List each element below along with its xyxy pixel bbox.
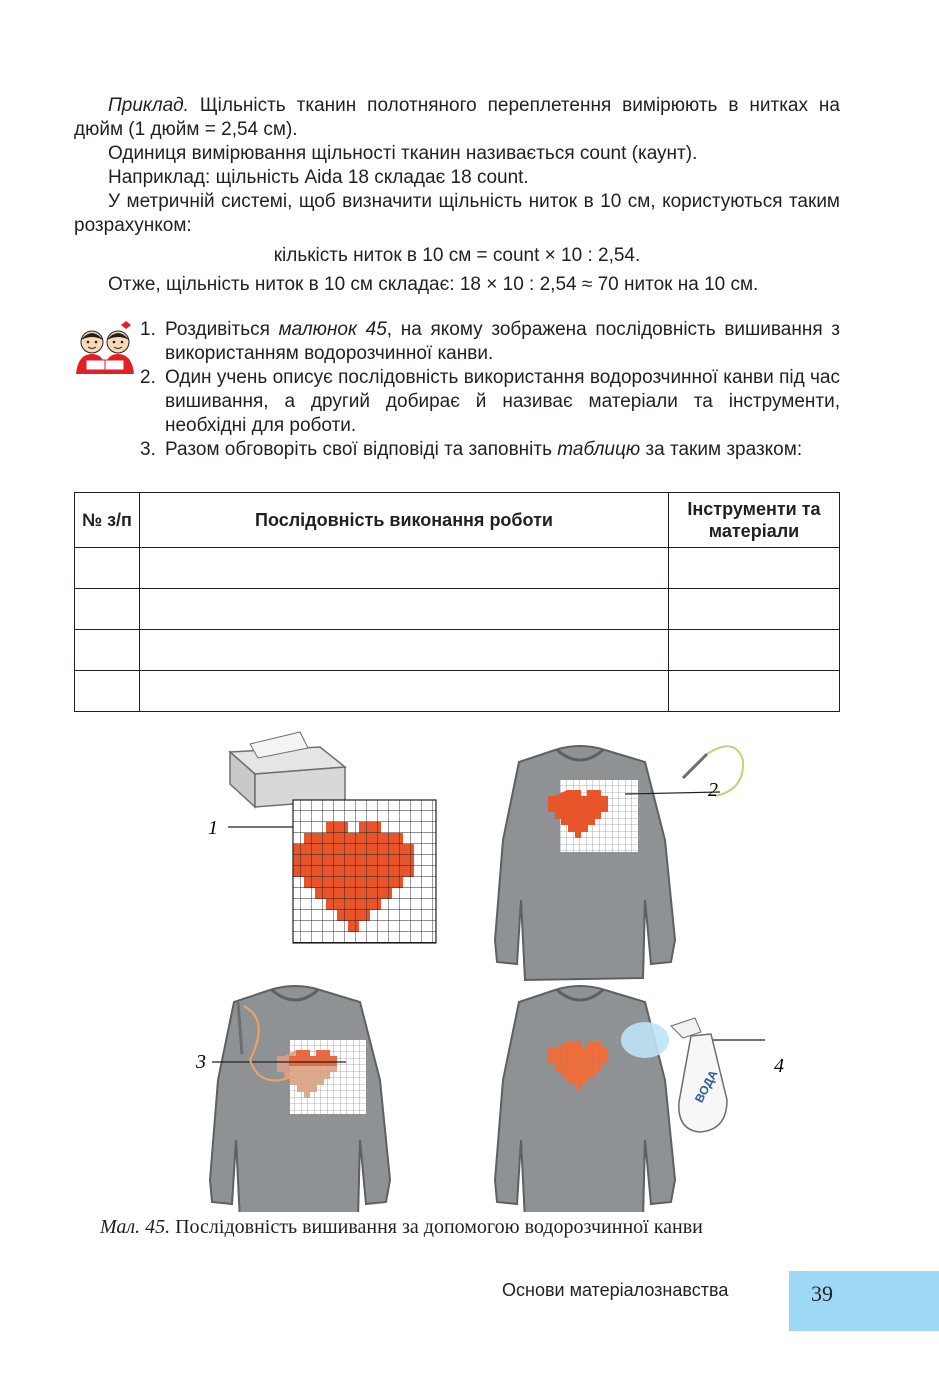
callout-4: 4	[774, 1055, 784, 1077]
task-text: Роздивіться	[165, 319, 279, 340]
task-text-end: , на якому зображена послідовність вишивання з використанням водорозчинної канви.	[165, 319, 841, 364]
pair-work-icon	[74, 318, 136, 376]
table-cell	[669, 671, 840, 712]
panel-shirt-embroidery	[210, 986, 390, 1212]
figure-caption	[100, 1216, 840, 1239]
bottle-label: ВОДА	[691, 1067, 721, 1106]
header-tools: Інструменти та матеріали	[669, 493, 840, 548]
table-cell	[669, 630, 840, 671]
panel-shirt-dissolve	[495, 986, 765, 1212]
panel-printer-chart	[228, 732, 436, 943]
callout-1: 1	[208, 817, 218, 839]
callout-2: 2	[708, 779, 718, 801]
table-cell	[75, 671, 140, 712]
spray-bottle-icon	[671, 1018, 727, 1132]
callout-3: 3	[196, 1051, 206, 1073]
table-cell	[75, 548, 140, 589]
sample-table	[74, 492, 840, 712]
table-cell	[75, 630, 140, 671]
task-item	[140, 438, 840, 462]
paragraph-result: Отже, щільність ниток в 10 см складає: 18 × 10 : 2,54 ≈ 70 ниток на 10 см.	[108, 274, 759, 295]
caption-text: Послідовність вишивання за допомогою водорозчинної канви	[170, 1216, 703, 1238]
paragraph-aida: Наприклад: щільність Aida 18 складає 18 count.	[108, 167, 529, 188]
task-item	[140, 318, 840, 366]
table-row	[75, 630, 840, 671]
table-row	[75, 671, 840, 712]
example-text: Щільність тканин полотняного переплетення вимірюють в нитках на дюйм (1 дюйм = 2,54 см).	[74, 95, 840, 140]
paragraph-metric: У метричній системі, щоб визначити щільність ниток в 10 см, користуються таким розрахунком:	[74, 191, 840, 236]
paragraph-unit: Одиниця вимірювання щільності тканин називається count (каунт).	[108, 143, 698, 164]
table-cell	[140, 671, 669, 712]
task-text: Разом обговоріть свої відповіді та заповніть	[165, 439, 558, 460]
task-item	[140, 366, 840, 438]
main-text	[74, 94, 840, 297]
task-text: Один учень описує послідовність використання водорозчинної канви під час вишивання, а другий добирає й називає матеріали та інструменти, необхідні для роботи.	[165, 367, 840, 436]
example-lead: Приклад.	[108, 95, 189, 116]
task-number: 2.	[140, 367, 156, 388]
section-title: Основи матеріалознавства	[502, 1280, 729, 1300]
table-cell	[140, 548, 669, 589]
table-row	[75, 589, 840, 630]
page-number: 39	[811, 1281, 833, 1306]
task-text-end: за таким зразком:	[640, 439, 803, 460]
task-list	[140, 318, 840, 462]
table-body	[75, 548, 840, 712]
table-cell	[140, 630, 669, 671]
table-row	[75, 548, 840, 589]
panel-shirt-canvas	[495, 746, 743, 980]
task-number: 3.	[140, 439, 156, 460]
caption-label: Мал. 45.	[100, 1216, 171, 1238]
task-emphasis: малюнок 45	[278, 319, 387, 340]
embroidery-sequence-figure	[190, 722, 810, 1212]
header-number: № з/п	[75, 493, 140, 548]
header-sequence: Послідовність виконання роботи	[140, 493, 669, 548]
printer-icon	[230, 732, 345, 807]
formula: кількість ниток в 10 см = count × 10 : 2,54.	[273, 245, 641, 266]
table-cell	[669, 589, 840, 630]
table-cell	[75, 589, 140, 630]
paragraph-example	[74, 94, 840, 142]
table-cell	[669, 548, 840, 589]
table-cell	[140, 589, 669, 630]
task-emphasis: таблицю	[557, 439, 641, 460]
task-number: 1.	[140, 319, 156, 340]
